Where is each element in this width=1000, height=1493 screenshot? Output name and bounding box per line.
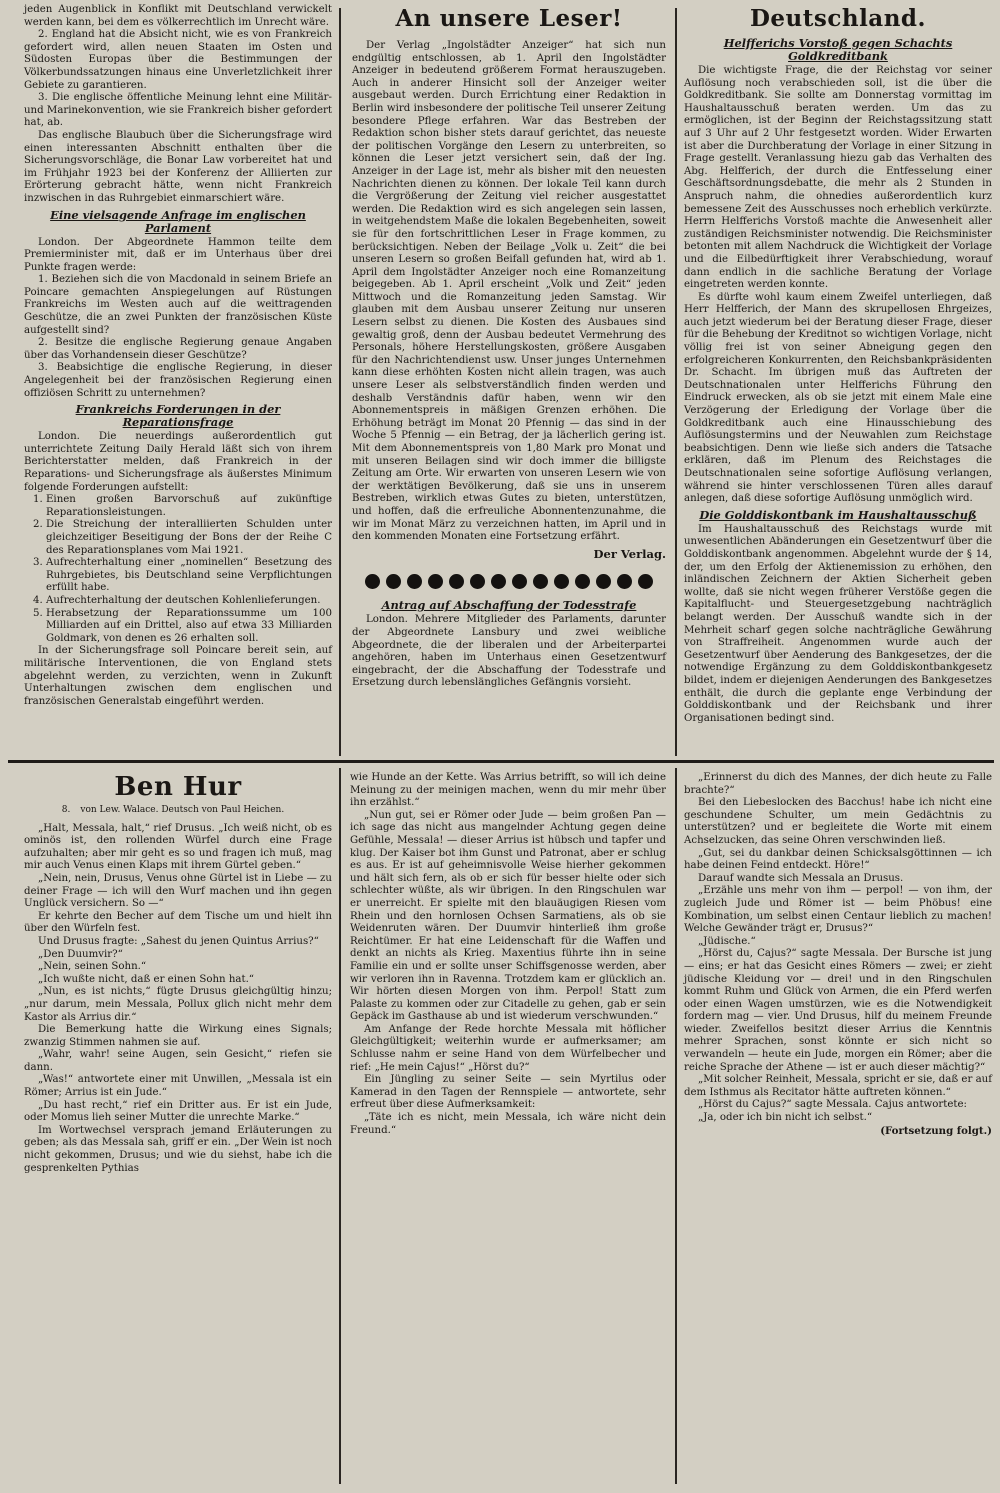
list-item: 3. Aufrechterhaltung einer „nominellen“ Besetzung des Ruhrgebietes, bis Deutschland seine Verpflichtungen erfüllt habe. (46, 557, 332, 595)
paragraph: „Nun gut, sei er Römer oder Jude — beim großen Pan — ich sage das nicht aus mangelnder Achtung gegen deine Gefühle, Messala! — dieser Arrius ist hübsch und tapfer und klug. Der Kaiser bot ihm Gunst und Patronat, aber er schlug es aus. Er ist auf geheimnisvolle Weise hierher gekommen und hält sich fern, als ob er sich für besser hielte oder sich schlechter wüßte, als wir übrigen. In den Ringschulen war er unerreicht. Er spielte mit den blauäugigen Riesen vom Rhein und den hornlosen Ochsen Sarmatiens, als ob sie Weidenruten wären. Der Duumvir hinterließ ihm große Reichtümer. Er hat eine Leidenschaft für die Waffen und denkt an nichts als Krieg. Maxentius führte ihn in seine Familie ein und er sollte unser Schiffsgenosse werden, aber wir verloren ihn in Ravenna. Trotzdem kam er glücklich an. Wir hörten diesen Morgen von ihm. Perpol! Statt zum Palaste zu kommen oder zur Citadelle zu gehen, gab er sein Gepäck im Gasthause ab und ist wiederum verschwunden.“ (350, 809, 666, 1023)
list-item: 5. Herabsetzung der Reparationssumme um 100 Milliarden auf ein Drittel, also auf etwa 33 Milliarden Goldmark, von denen es 26 erhalten soll. (46, 608, 332, 646)
paragraph: „Nein, nein, Drusus, Venus ohne Gürtel ist in Liebe — zu deiner Frage — ich will den Wurf machen und ihn gegen Unglück versichern. So —“ (24, 872, 332, 910)
paragraph: Die Bemerkung hatte die Wirkung eines Signals; zwanzig Stimmen nahmen sie auf. (24, 1024, 332, 1048)
paragraph: „Halt, Messala, halt,“ rief Drusus. „Ich weiß nicht, ob es ominös ist, den rollenden Würfel durch eine Frage aufzuhalten; aber mir geht es so und fragen ich muß, mag mir auch Venus einen Klaps mit ihrem Gürtel geben.“ (24, 822, 332, 872)
paragraph: „Ich wußte nicht, daß er einen Sohn hat.“ (38, 973, 255, 985)
column-rule-2 (675, 8, 677, 756)
novel-title: Ben Hur (114, 772, 242, 802)
paragraph: Das englische Blaubuch über die Sicherungsfrage wird einen interessanten Abschnitt enthalten über die Sicherungsvorschläge, die Bonar Law vorbereitet hat und im Frühjahr 1923 bei der Konferenz der Alliierten zur Erörterung gebracht hätte, wenn nicht Frankreich inzwischen in das Ruhrgebiet einmarschiert wäre. (24, 129, 332, 204)
paragraph: 1. Beziehen sich die von Macdonald in seinem Briefe an Poincare gemachten Anspiegelungen auf Rüstungen Frankreichs im Westen auch auf die weittragenden Geschütze, die an zwei Punkten der französischen Küste aufgestellt sind? (24, 274, 332, 336)
paragraph: „Nun, es ist nichts,“ fügte Drusus gleichgültig hinzu; „nur darum, mein Messala, Pollux glich nicht mehr dem Kastor als Arrius dir.“ (24, 986, 332, 1023)
paragraph: „Hörst du Cajus?“ sagte Messala. Cajus antwortete: (698, 1099, 967, 1111)
paragraph: Und Drusus fragte: „Sahest du jenen Quintus Arrius?“ (38, 935, 319, 947)
list-item: 2. Die Streichung der interalliierten Schulden unter gleichzeitiger Beseitigung der Bons der der Reihe C des Reparationsplanes vom Mai 1921. (46, 519, 332, 557)
paragraph: „Täte ich es nicht, mein Messala, ich wäre nicht dein Freund.“ (350, 1112, 666, 1136)
paragraph: Im Wortwechsel versprach jemand Erläuterungen zu geben; als das Messala sah, griff er ein. „Der Wein ist noch nicht gekommen, Drusus; und wie du siehst, habe ich die gesprenkelten Pythias (24, 1124, 332, 1174)
paragraph: Darauf wandte sich Messala an Drusus. (698, 872, 904, 884)
column-rule-1 (339, 8, 341, 756)
headline-forderungen: Frankreichs Forderungen in der Reparationsfrage (75, 402, 281, 430)
paragraph: jeden Augenblick in Konflikt mit Deutschland verwickelt werden kann, bei dem es völkerrechtlich im Unrecht wäre. (24, 4, 332, 28)
paragraph: „Ja, oder ich bin nicht ich selbst.“ (698, 1112, 873, 1124)
paragraph: Bei den Liebeslocken des Bacchus! habe ich nicht eine geschundene Schulter, um mein Gedächtnis zu unterstützen? und er begleitete die Worte mit einem Achselzucken, das seine Ohren verschwinden ließ. (684, 797, 992, 846)
signature: Der Verlag. (593, 546, 666, 561)
paragraph: London. Der Abgeordnete Hammon teilte dem Premierminister mit, daß er im Unterhaus über drei Punkte fragen werde: (24, 236, 332, 273)
headline-todesstrafe: Antrag auf Abschaffung der Todesstrafe (381, 598, 637, 613)
paragraph: In der Sicherungsfrage soll Poincare bereit sein, auf militärische Interventionen, die von England stets abgelehnt werden, zu verzichten, wenn in Zukunft Unterhaltungen zwischen dem englischen und französischen Generalstab eingeführt werden. (24, 645, 332, 707)
paragraph: „Erinnerst du dich des Mannes, der dich heute zu Falle brachte?“ (684, 772, 992, 796)
paragraph: London. Die neuerdings außerordentlich gut unterrichtete Zeitung Daily Herald läßt sich von ihrem Berichterstatter melden, daß Frankreich in der Reparations- und Sicherungsfrage als äußerstes Minimum folgende Forderungen aufstellt: (24, 431, 332, 493)
author-translator: von Lew. Walace. Deutsch von Paul Heichen. (80, 805, 285, 815)
paragraph: „Gut, sei du dankbar deinen Schicksalsgöttinnen — ich habe deinen Feind entdeckt. Höre!“ (684, 847, 992, 872)
article-title-deutschland: Deutschland. (749, 5, 927, 32)
headline-anfrage: Eine vielsagende Anfrage im englischen Parlament (50, 207, 306, 235)
paragraph: „Mit solcher Reinheit, Messala, spricht er sie, daß er auf dem Isthmus als Recitator hätte auftreten können.“ (684, 1074, 992, 1098)
column-rule-4 (675, 768, 677, 1484)
paragraph: Am Anfange der Rede horchte Messala mit höflicher Gleichgültigkeit; weiterhin wurde er aufmerksamer; am Schlusse nahm er seine Hand von dem Würfelbecher und rief: „He mein Cajus!“ „Hörst du?“ (350, 1023, 666, 1073)
novel-column-1 (24, 770, 332, 1484)
paragraph: 2. Besitze die englische Regierung genaue Angaben über das Vorhandensein dieser Geschütze? (24, 337, 332, 361)
paragraph: Er kehrte den Becher auf dem Tische um und hielt ihn über den Würfeln fest. (24, 910, 332, 935)
column-leser (352, 4, 666, 756)
paragraph: wie Hunde an der Kette. Was Arrius betrifft, so will ich deine Meinung zu der meinigen machen, wenn du mir mehr über ihn erzählst.“ (350, 772, 666, 809)
demands-list (24, 494, 332, 645)
paragraph: „Erzähle uns mehr von ihm — perpol! — von ihm, der zugleich Jude und Römer ist — beim Phöbus! eine Kombination, um selbst einen Centaur lieblich zu machen! Welche Gewänder trägt er, Drusus?“ (684, 885, 992, 935)
column-deutschland (684, 4, 992, 756)
paragraph: 2. England hat die Absicht nicht, wie es von Frankreich gefordert wird, allen neuen Staaten im Osten und Südosten Europas über die Bestimmungen der Völkerbundssatzungen hinaus eine Unverletzlichkeit ihrer Gebiete zu garantieren. (24, 29, 332, 91)
paragraph: Ein Jüngling zu seiner Seite — sein Myrtilus oder Kamerad in den Tagen der Rennspiele — antwortete, sehr erfreut über diese Aufmerksamkeit: (350, 1074, 666, 1111)
list-item: 1. Einen großen Barvorschuß auf zukünftige Reparationsleistungen. (46, 494, 332, 519)
column-england (24, 4, 332, 756)
list-item: 4. Aufrechterhaltung der deutschen Kohlenlieferungen. (46, 595, 332, 608)
section-divider (8, 760, 994, 763)
novel-column-3 (684, 772, 992, 1484)
ornament-dots (352, 574, 666, 589)
paragraph: „Nein, seinen Sohn.“ (38, 961, 147, 973)
paragraph: „Wahr, wahr! seine Augen, sein Gesicht,“ riefen sie dann. (24, 1049, 332, 1073)
paragraph: „Den Duumvir?“ (38, 948, 123, 960)
column-rule-3 (339, 768, 341, 1484)
installment-number: 8. (61, 805, 71, 815)
paragraph: „Du hast recht,“ rief ein Dritter aus. Er ist ein Jude, oder Momus lieh seiner Mutter die unrechte Marke.“ (24, 1099, 332, 1124)
paragraph: Der Verlag „Ingolstädter Anzeiger“ hat sich nun endgültig entschlossen, ab 1. April den Ingolstädter Anzeiger in bedeutend größerem Format herauszugeben. Auch in anderer Hinsicht soll der Anzeiger weiter ausgebaut werden. Durch Errichtung einer Redaktion in Berlin wird insbesondere der politische Teil unserer Zeitung besondere Pflege erfahren. War das Bestreben der Redaktion schon bisher stets darauf gerichtet, das neueste der politischen Vorgänge den Lesern zu unterbreiten, so können die Leser jetzt versichert sein, daß der Ing. Anzeiger in der Lage ist, mehr als bisher mit den neuesten Nachrichten dienen zu können. Der lokale Teil kann durch die Vergrößerung der Zeitung viel reicher ausgestattet werden. Die Redaktion wird es sich angelegen sein lassen, in weitgehendstem Maße die lokalen Begebenheiten, soweit sie für den fortschrittlichen Leser in Frage kommen, zu berücksichtigen. Neben der Beilage „Volk u. Zeit“ die bei unseren Lesern so großen Beifall gefunden hat, wird ab 1. April dem Ingolstädter Anzeiger noch eine Romanzeitung beigegeben. Ab 1. April erscheint „Volk und Zeit“ jeden Mittwoch und die Romanzeitung jeden Samstag. Wir glauben mit dem Ausbau unserer Zeitung nur unseren Lesern selbst zu dienen. Die Kosten des Ausbaues sind gewaltig groß, denn der Ausbau bedeutet Vermehrung des Personals, höhere Herstellungskosten, größere Ausgaben für den Nachrichtendienst usw. Unser junges Unternehmen kann diese erhöhten Kosten nicht allein tragen, was auch unsere Leser als selbstverständlich finden werden und deshalb Verständnis dafür haben, wenn wir den Abonnementspreis in mäßigen Grenzen erhöhen. Die Erhöhung beträgt im Monat 20 Pfennig — das sind in der Woche 5 Pfennig — ein Betrag, der ja lächerlich gering ist. Mit dem Abonnementspreis von 1,80 Mark pro Monat und mit unseren Beilagen sind wir doch immer die billigste Zeitung am Orte. Wir erwarten von unseren Lesern wie von der werktätigen Bevölkerung, daß sie uns in unserem Bestreben, wirklich etwas Gutes zu bieten, unterstützen, und hoffen, daß die erfreuliche Abonnentenzunahme, die wir im Monat März zu verzeichnen hatten, im April und in den kommenden Monaten eine Fortsetzung erfährt. (352, 40, 666, 543)
paragraph: „Jüdische.“ (698, 935, 756, 947)
novel-byline (24, 804, 332, 817)
paragraph: Die wichtigste Frage, die der Reichstag vor seiner Auflösung noch verabschieden soll, ist die über die Goldkreditbank. Sie sollte am Donnerstag vormittag im Haushaltausschuß beraten werden. Um das zu ermöglichen, ist der Beginn der Reichstagssitzung statt auf 3 Uhr auf 2 Uhr festgesetzt worden. Wider Erwarten ist aber die Durchberatung der Vorlage in einer Sitzung in Frage gestellt. Veranlassung hiezu gab das Verhalten des Abg. Helfferich, der durch die Entfesselung einer Geschäftsordnungsdebatte, die mehr als 2 Stunden in Anspruch nahm, die ohnedies außerordentlich kurz bemessene Zeit des Ausschusses noch erheblich verkürzte. Herrn Helfferichs Vorstoß machte die Anwesenheit aller zuständigen Reichsminister notwendig. Die Reichsminister betonten mit allem Nachdruck die Wichtigkeit der Vorlage und die Eilbedürftigkeit ihrer Verabschiedung, worauf dann endlich in die sachliche Beratung der Vorlage eingetreten werden konnte. (684, 65, 992, 291)
paragraph: Es dürfte wohl kaum einem Zweifel unterliegen, daß Herr Helfferich, der Mann des skrupellosen Ehrgeizes, auch jetzt wiederum bei der Beratung dieser Frage, dieser für die Behebung der Kreditnot so wichtigen Vorlage, nicht völlig frei ist von seiner Abneigung gegen den erfolgreicheren Konkurrenten, den Reichsbankpräsidenten Dr. Schacht. Im übrigen muß das Auftreten der Deutschnationalen unter Helfferichs Führung den Eindruck erwecken, als ob sie jetzt mit einem Male eine Verzögerung der Erledigung der Vorlage über die Goldkreditbank auch eine Hinausschiebung des Auflösungstermins und der Neuwahlen zum Reichstage beabsichtigen. Denn wie ließe sich anders die Tatsache erklären, daß im Plenum des Reichstages die Deutschnationalen seine sofortige Auflösung verlangen, während sie hinter verschlossenen Türen alles darauf anlegen, daß diese sofortige Auflösung unmöglich wird. (684, 291, 992, 505)
headline-helfferich: Helfferichs Vorstoß gegen Schachts Goldkreditbank (723, 36, 953, 63)
paragraph: 3. Beabsichtige die englische Regierung, in dieser Angelegenheit bei der französischen Regierung einen offiziösen Schritt zu unternehmen? (24, 362, 332, 399)
paragraph: „Hörst du, Cajus?“ sagte Messala. Der Bursche ist jung — eins; er hat das Gesicht eines Römers — zwei; er zieht jüdische Kleidung vor — drei! und in den Ringschulen kommt Ruhm und Glück von Armen, die ein Pferd werfen oder einen Wagen umstürzen, wie es die Notwendigkeit fordern mag — vier. Und Drusus, hilf du meinem Freunde wieder. Zweifellos besitzt dieser Arrius die Kenntnis mehrer Sprachen, sonst könnte er sich nicht so verwandeln — heute ein Jude, morgen ein Römer; aber die reiche Sprache der Athene — ist er auch dieser mächtig?“ (684, 948, 992, 1073)
continued-note: (Fortsetzung folgt.) (880, 1124, 992, 1137)
paragraph: London. Mehrere Mitglieder des Parlaments, darunter der Abgeordnete Lansbury und zwei weibliche Abgeordnete, die der liberalen und der Arbeiterpartei angehören, haben im Unterhaus einen Gesetzentwurf eingebracht, der die Abschaffung der Todesstrafe und Ersetzung durch lebenslängliches Gefängnis vorsieht. (352, 614, 666, 689)
article-title-leser: An unsere Leser! (395, 5, 623, 32)
paragraph: 3. Die englische öffentliche Meinung lehnt eine Militär- und Marinekonvention, wie sie Frankreich bisher gefordert hat, ab. (24, 92, 332, 129)
novel-column-2 (350, 772, 666, 1484)
paragraph: „Was!“ antwortete einer mit Unwillen, „Messala ist ein Römer; Arrius ist ein Jude.“ (24, 1074, 332, 1099)
headline-golddiskontbank: Die Golddiskontbank im Haushaltausschuß (699, 507, 977, 522)
paragraph: Im Haushaltausschuß des Reichstags wurde mit unwesentlichen Abänderungen ein Gesetzentwurf über die Golddiskontbank angenommen. Abgelehnt wurde der § 14, der, um den Erfolg der Aktienemission zu erhöhen, den inländischen Zeichnern der Aktien Sicherheit geben wollte, daß sie nicht wegen früherer Verstöße gegen die Kapitalflucht- und Steuergesetzgebung nachträglich belangt werden. Der Ausschuß wandte sich in der Mehrheit scharf gegen solche nachträgliche Gewährung von Straffreiheit. Angenommen wurde auch der Gesetzentwurf über Aenderung des Bankgesetzes, der die notwendige Ergänzung zu dem Golddiskontbankgesetz bildet, indem er diejenigen Aenderungen des Bankgesetzes enthält, die durch die geplante enge Verbindung der Golddiskontbank und der Reichsbank und ihrer Organisationen bedingt sind. (684, 523, 992, 724)
